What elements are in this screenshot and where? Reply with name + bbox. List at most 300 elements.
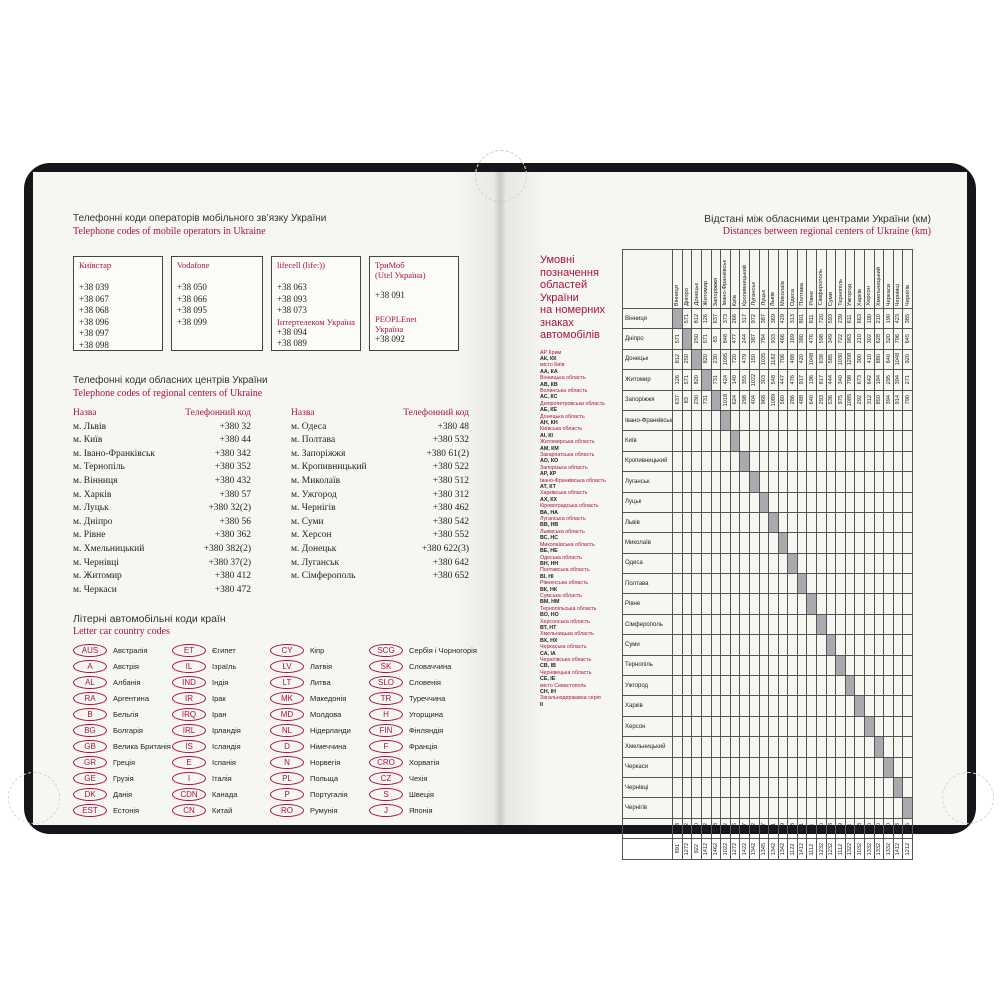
distance-cell: 1272 (682, 839, 692, 859)
row-city: Івано-Франківськ (623, 410, 673, 430)
distance-cell (711, 594, 721, 614)
distance-cell (884, 410, 894, 430)
distance-cell (865, 410, 875, 430)
diagonal-cell (692, 349, 702, 369)
regional-code-row (291, 557, 469, 571)
operator-code: +38 092 (375, 333, 405, 344)
column-city-label: Луганськ (751, 282, 758, 306)
country-name: Велика Британія (113, 741, 171, 751)
distance-cell (701, 676, 711, 696)
distance-cell: 571 (682, 309, 692, 329)
distance-cell (807, 757, 817, 777)
plate-region-codes: АС, КС (540, 394, 558, 401)
diagonal-cell (769, 512, 779, 532)
distance-cell (701, 798, 711, 818)
distance-cell (701, 533, 711, 553)
distance-cell (865, 594, 875, 614)
country-name: Ісландія (212, 741, 241, 751)
distance-cell (721, 574, 731, 594)
distance-cell (701, 614, 711, 634)
distance-cell: 922 (692, 839, 702, 859)
city-name: м. Житомир (73, 571, 122, 582)
distance-cell (817, 716, 827, 736)
distance-cell: 593 (826, 309, 836, 329)
plate-region-codes: СВ, ІВ (540, 663, 556, 670)
distance-cell (673, 757, 683, 777)
distance-cell (730, 594, 740, 614)
distance-cell (673, 410, 683, 430)
country-code-row (172, 642, 272, 658)
operator-name: ТриМоб (Utel Україна) (375, 260, 426, 280)
distance-cell (682, 777, 692, 797)
city-name: м. Луганськ (291, 557, 340, 568)
distance-cell (903, 492, 913, 512)
row-city: Сімферополь (623, 614, 673, 634)
distance-cell (740, 492, 750, 512)
distance-cell: 312 (865, 390, 875, 410)
row-city: Львів (623, 512, 673, 532)
distance-cell (778, 676, 788, 696)
regional-code-row (291, 475, 469, 489)
distance-cell (711, 716, 721, 736)
distance-cell (855, 492, 865, 512)
distance-cell (884, 696, 894, 716)
distance-cell: 784 (759, 329, 769, 349)
plate-region-codes: ВА, НА (540, 509, 558, 516)
distance-cell (797, 553, 807, 573)
country-code-row (369, 642, 477, 658)
country-codes-column (73, 642, 173, 818)
distance-cell: 385 (903, 818, 913, 838)
plate-region-name: місто Севастополь (540, 682, 587, 689)
distance-cell (903, 716, 913, 736)
city-name: м. Луцьк (73, 503, 109, 514)
plate-region-codes: АТ, КТ (540, 484, 556, 491)
distance-cell: 1412 (701, 839, 711, 859)
distance-cell (711, 614, 721, 634)
column-city-label: Херсон (866, 286, 873, 306)
regional-code-row (291, 570, 469, 584)
distance-cell (893, 696, 903, 716)
distance-cell (769, 553, 779, 573)
distance-cell (730, 410, 740, 430)
operator-code: +38 089 (277, 338, 307, 348)
distance-cell (865, 757, 875, 777)
distance-cell (884, 431, 894, 451)
country-codes-column (270, 642, 370, 818)
diagonal-cell (807, 594, 817, 614)
plate-region-codes: АЕ, КЕ (540, 407, 558, 414)
distance-cell: 210 (855, 329, 865, 349)
city-code: +380 57 (219, 489, 251, 500)
country-code-badge: MD (270, 708, 304, 721)
distance-cell (865, 574, 875, 594)
distance-cell (903, 655, 913, 675)
distance-cell (682, 574, 692, 594)
distance-cell (845, 431, 855, 451)
plate-codes-list (540, 350, 620, 709)
country-name: Канада (212, 789, 238, 799)
distance-cell (797, 798, 807, 818)
plate-region-name: Львівська область (540, 528, 585, 535)
distance-cell: 126 (701, 309, 711, 329)
distance-cell (769, 655, 779, 675)
distance-cell (884, 716, 894, 736)
distance-cell (893, 676, 903, 696)
country-code-badge: S (369, 788, 403, 801)
column-city-label: Рівне (808, 291, 815, 306)
distance-cell (884, 492, 894, 512)
country-code-badge: SCG (369, 644, 403, 657)
distance-cell (721, 635, 731, 655)
distance-cell (749, 635, 759, 655)
distance-cell (884, 777, 894, 797)
operator-sub-name: PEOPLEnet Україна (375, 313, 417, 334)
distance-cell (797, 451, 807, 471)
country-code-row (73, 722, 173, 738)
distance-cell (845, 614, 855, 634)
regional-code-row (291, 434, 469, 448)
country-code-row (270, 642, 370, 658)
distance-cell (778, 737, 788, 757)
distance-cell (673, 553, 683, 573)
country-name: Латвія (310, 661, 333, 671)
distance-cell: 972 (749, 309, 759, 329)
distance-cell (778, 798, 788, 818)
distance-cell (701, 451, 711, 471)
distance-cell (836, 798, 846, 818)
country-code-badge: BG (73, 724, 107, 737)
distance-cell (788, 798, 798, 818)
city-code: +380 32(2) (208, 503, 251, 514)
city-code: +380 44 (219, 435, 251, 446)
distance-cell (788, 431, 798, 451)
country-name: Македонія (310, 693, 347, 703)
distance-cell: 663 (855, 818, 865, 838)
country-name: Ірак (212, 693, 226, 703)
distance-cell (826, 655, 836, 675)
distance-cell: 1332 (884, 839, 894, 859)
column-city (759, 250, 769, 309)
distance-cell (701, 716, 711, 736)
distance-cell (749, 737, 759, 757)
distance-cell (711, 451, 721, 471)
country-code-badge: RO (270, 804, 304, 817)
distance-cell (730, 777, 740, 797)
distance-cell (865, 777, 875, 797)
distance-cell: 429 (778, 818, 788, 838)
distance-cell (884, 635, 894, 655)
distance-cell (874, 655, 884, 675)
distance-cell: 638 (817, 349, 827, 369)
diagonal-cell (797, 574, 807, 594)
distance-cell: 933 (769, 329, 779, 349)
distance-cell (903, 757, 913, 777)
distance-cell (884, 614, 894, 634)
distance-cell (884, 574, 894, 594)
distance-cell (788, 492, 798, 512)
city-name: м. Рівне (73, 530, 106, 541)
country-code-badge: CDN (172, 788, 206, 801)
distance-cell: 355 (740, 370, 750, 390)
distance-cell: 1085 (845, 390, 855, 410)
regional-codes-header (73, 407, 251, 421)
distance-cell: 850 (874, 390, 884, 410)
distance-cell (788, 737, 798, 757)
distance-cell (749, 655, 759, 675)
diagonal-cell (701, 370, 711, 390)
distance-cell: 447 (778, 370, 788, 390)
plate-region-codes: ВО, НО (540, 612, 559, 619)
plate-region-codes: ВМ, НМ (540, 599, 560, 606)
distance-cell: 1122 (788, 839, 798, 859)
distance-cell (836, 737, 846, 757)
distance-cell (788, 472, 798, 492)
column-city-label: Суми (827, 291, 834, 306)
distance-cell: 624 (730, 390, 740, 410)
country-name: Німеччина (310, 741, 347, 751)
distance-cell (797, 512, 807, 532)
distance-cell (797, 431, 807, 451)
country-code-badge: DK (73, 788, 107, 801)
diagonal-cell (682, 329, 692, 349)
distance-cell: 230 (692, 390, 702, 410)
distance-cell: 340 (692, 818, 702, 838)
distance-cell (711, 696, 721, 716)
distance-cell (884, 512, 894, 532)
distance-cell (836, 676, 846, 696)
distance-cell (797, 492, 807, 512)
column-city-label: Чернігів (904, 284, 911, 306)
distance-cell (797, 777, 807, 797)
distance-cell: 369 (769, 309, 779, 329)
country-name: Кіпр (310, 645, 325, 655)
plate-region-name: Чернівецька область (540, 669, 592, 676)
distance-cell (788, 696, 798, 716)
country-code-badge: IS (172, 740, 206, 753)
distance-cell: 593 (826, 818, 836, 838)
operator-name: Vodafone (177, 260, 210, 270)
distance-cell (845, 553, 855, 573)
distance-cell (855, 676, 865, 696)
distance-cell (788, 451, 798, 471)
city-name: м. Хмельницький (73, 543, 145, 554)
distance-cell (826, 472, 836, 492)
distance-cell (903, 594, 913, 614)
distance-cell (874, 410, 884, 430)
distance-cell (692, 716, 702, 736)
distances-subtitle: Distances between regional centers of Ukraine (km) (722, 226, 931, 237)
plate-region-codes: АО, КО (540, 458, 559, 465)
plate-region-name: Київська область (540, 426, 583, 433)
distance-cell (893, 492, 903, 512)
plate-region-name: Одеська область (540, 554, 582, 561)
distance-cell: 340 (836, 370, 846, 390)
distance-cell (673, 451, 683, 471)
distance-cell (721, 451, 731, 471)
distance-cell (807, 716, 817, 736)
column-city (865, 250, 875, 309)
column-city-label: Ужгород (847, 283, 854, 306)
distance-cell: 295 (884, 370, 894, 390)
diagonal-cell (711, 390, 721, 410)
distance-cell (749, 676, 759, 696)
country-code-badge: GR (73, 756, 107, 769)
distance-cell (893, 614, 903, 634)
distance-cell: 1272 (730, 839, 740, 859)
distance-cell (903, 451, 913, 471)
row-city: Рівне (623, 594, 673, 614)
distance-cell (874, 451, 884, 471)
distance-cell (845, 777, 855, 797)
distance-cell: 1095 (721, 349, 731, 369)
distance-cell (807, 798, 817, 818)
distance-cell (788, 635, 798, 655)
distance-cell: 250 (692, 329, 702, 349)
distance-cell (682, 553, 692, 573)
city-name: м. Суми (291, 516, 324, 527)
distance-cell (759, 635, 769, 655)
city-code: +380 512 (432, 475, 469, 486)
distance-cell (778, 451, 788, 471)
distance-cell (865, 472, 875, 492)
distance-cell (845, 574, 855, 594)
distance-cell (759, 410, 769, 430)
country-name: Індія (212, 677, 229, 687)
distance-cell (749, 594, 759, 614)
country-name: Албанія (113, 677, 141, 687)
distance-cell (682, 716, 692, 736)
operator-code: +38 063 (277, 282, 307, 292)
distance-cell (682, 512, 692, 532)
distance-cell: 423 (893, 309, 903, 329)
distance-cell (845, 635, 855, 655)
distance-cell: 169 (788, 329, 798, 349)
diagonal-cell (730, 431, 740, 451)
distance-cell: 720 (817, 309, 827, 329)
distance-cell (817, 574, 827, 594)
distance-cell (903, 553, 913, 573)
city-name: м. Полтава (291, 435, 336, 446)
distance-cell: 444 (826, 370, 836, 390)
country-code-badge: CN (172, 804, 206, 817)
distance-cell (903, 410, 913, 430)
distance-cell (769, 451, 779, 471)
distance-cell (692, 472, 702, 492)
distance-cell (673, 655, 683, 675)
city-name: м. Харків (73, 489, 112, 500)
regional-code-row (291, 421, 469, 435)
distance-cell: 313 (788, 818, 798, 838)
plate-region-codes: ВЕ, НЕ (540, 548, 558, 555)
regional-code-row (73, 475, 251, 489)
city-name: м. Миколаїв (291, 475, 341, 486)
distance-cell (749, 410, 759, 430)
country-code-badge: RA (73, 692, 107, 705)
distance-cell: 817 (817, 370, 827, 390)
distance-cell (845, 594, 855, 614)
distance-cell (817, 472, 827, 492)
distance-cell (692, 553, 702, 573)
distance-cell (740, 635, 750, 655)
operator-codes (177, 282, 257, 328)
column-city-label: Івано-Франківськ (722, 260, 729, 306)
country-code-badge: GE (73, 772, 107, 785)
distance-cell (682, 655, 692, 675)
distance-cell (893, 798, 903, 818)
row-city: Полтава (623, 574, 673, 594)
regional-codes-header (291, 407, 469, 421)
distance-cell (817, 451, 827, 471)
distance-cell (730, 533, 740, 553)
distance-cell (701, 574, 711, 594)
column-city (701, 250, 711, 309)
distance-cell (797, 676, 807, 696)
column-city-label: Миколаїв (779, 280, 786, 306)
plate-region-codes: ВХ, НХ (540, 637, 558, 644)
distance-cell (855, 553, 865, 573)
distance-cell (817, 757, 827, 777)
distance-cell: 1342 (778, 839, 788, 859)
distance-cell (884, 798, 894, 818)
plate-region-name: АР Крим (540, 349, 562, 356)
distance-cell (730, 696, 740, 716)
distance-cell (692, 492, 702, 512)
distance-cell: 790 (903, 390, 913, 410)
distance-cell: 387 (759, 309, 769, 329)
distance-cell (826, 512, 836, 532)
country-code-badge: E (172, 756, 206, 769)
operator-codes (79, 282, 157, 351)
country-name: Грузія (113, 773, 134, 783)
distance-cell (807, 410, 817, 430)
distance-cell (692, 696, 702, 716)
distance-cell: 302 (865, 329, 875, 349)
distance-cell (740, 757, 750, 777)
distance-cell (721, 798, 731, 818)
regional-code-row (73, 516, 251, 530)
distance-cell (874, 635, 884, 655)
distance-cell (884, 737, 894, 757)
regional-code-row (73, 584, 251, 598)
column-city (673, 250, 683, 309)
country-name: Данія (113, 789, 133, 799)
column-city-label: Черкаси (885, 283, 892, 306)
distance-cell (769, 614, 779, 634)
diagonal-cell (855, 696, 865, 716)
distance-cell (711, 574, 721, 594)
distance-cell (673, 431, 683, 451)
country-code-badge: LT (270, 676, 304, 689)
distance-cell (855, 512, 865, 532)
distance-cell: 1332 (874, 839, 884, 859)
distance-cell (817, 512, 827, 532)
distance-cell (769, 472, 779, 492)
distance-cell: 571 (673, 329, 683, 349)
plate-region-name: Рівненська область (540, 580, 589, 587)
distance-cell (673, 512, 683, 532)
distance-cell (855, 757, 865, 777)
column-city (807, 250, 817, 309)
distance-cell (874, 472, 884, 492)
country-code-badge: AUS (73, 644, 107, 657)
row-city: Миколаїв (623, 533, 673, 553)
distance-cell (701, 594, 711, 614)
city-name: м. Херсон (291, 530, 332, 541)
country-code-badge: P (270, 788, 304, 801)
distance-cell (759, 594, 769, 614)
distance-cell (797, 757, 807, 777)
